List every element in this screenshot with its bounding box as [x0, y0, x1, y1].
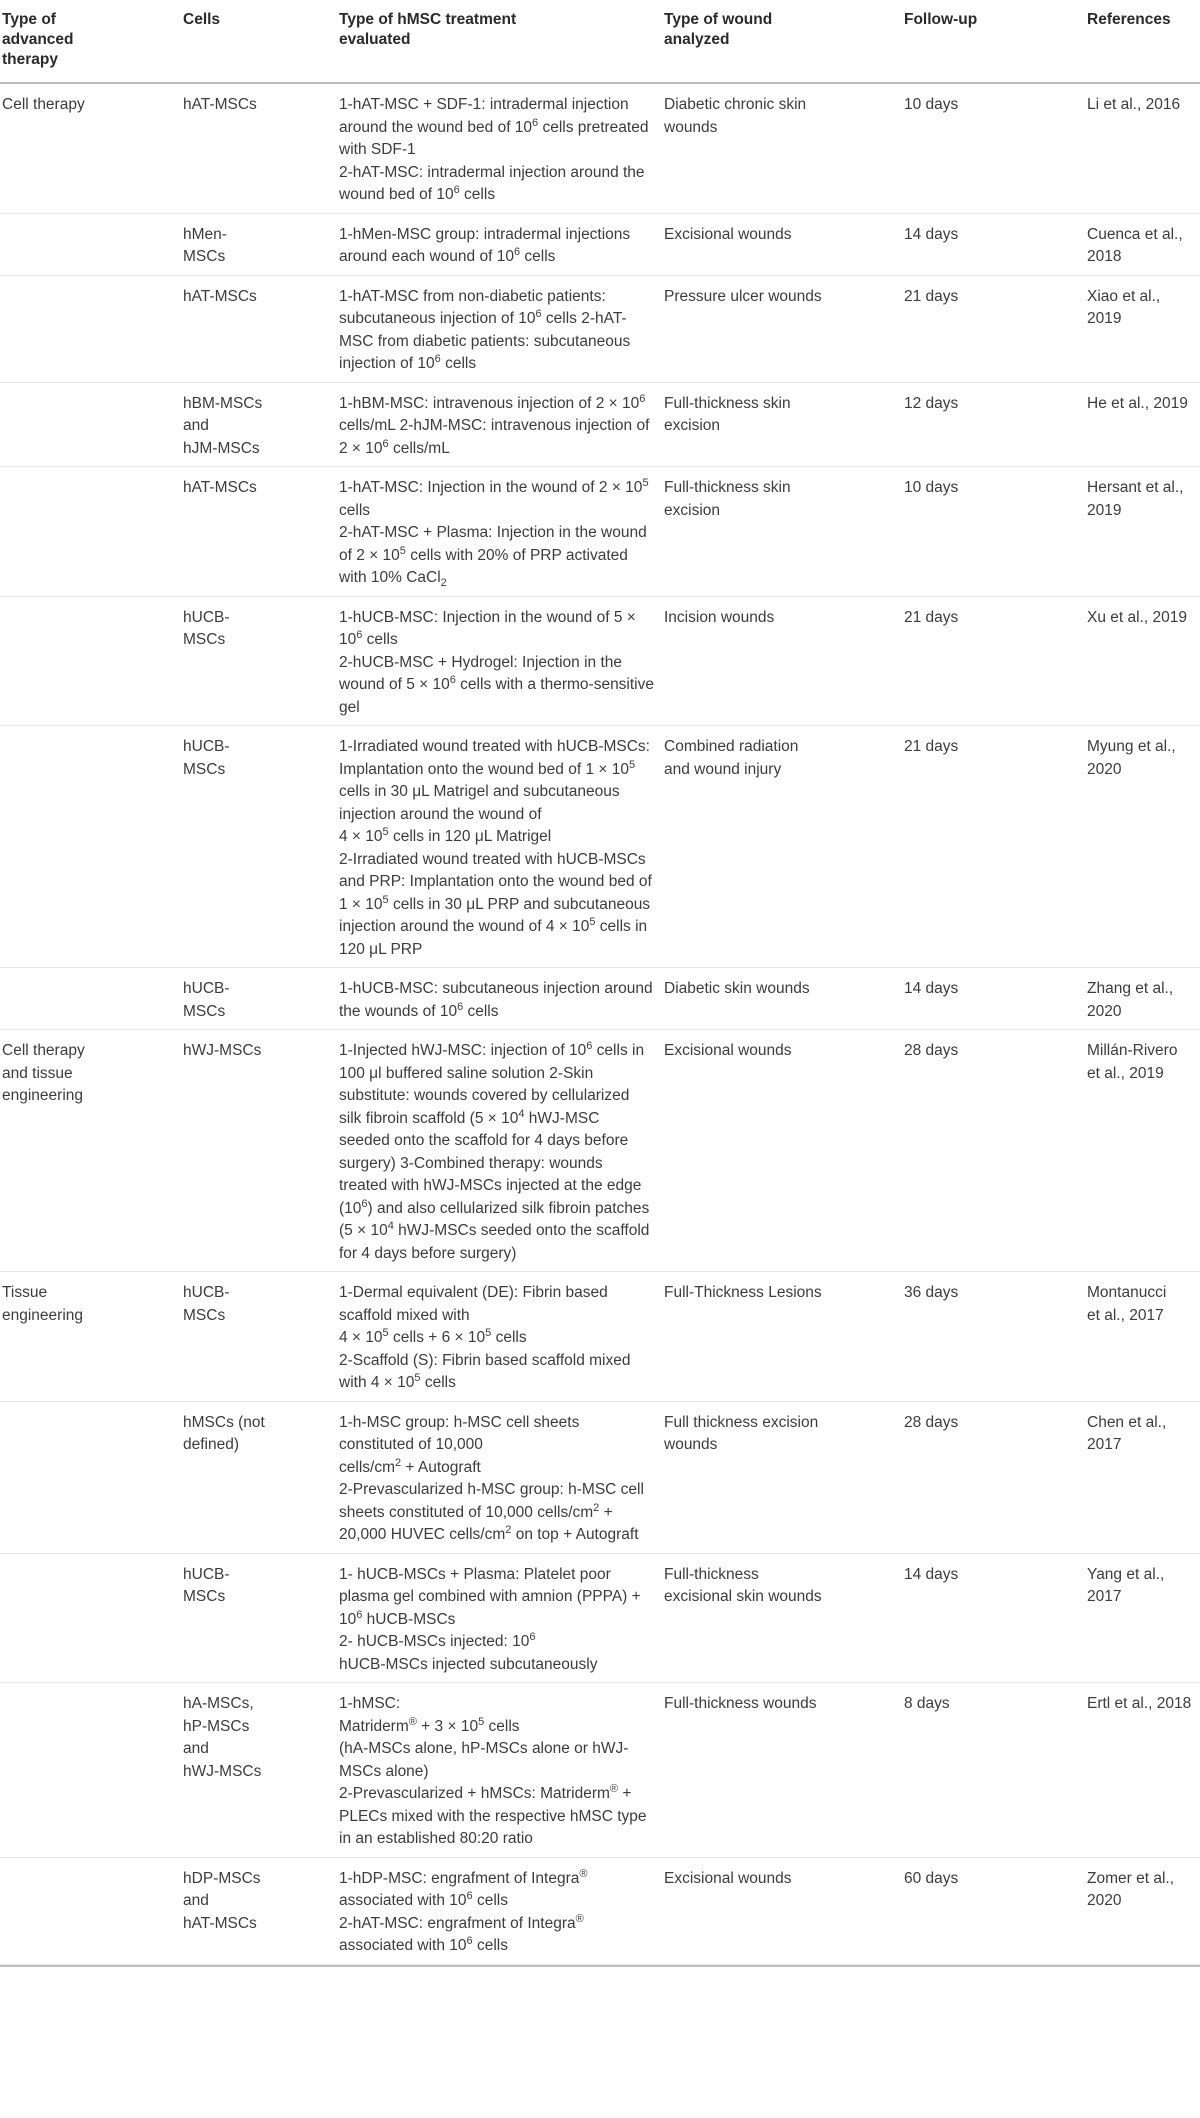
cell-cells: hBM-MSCs and hJM-MSCs — [183, 394, 263, 457]
cell-followup: 14 days — [904, 1565, 959, 1583]
cell-reference: Chen et al., 2017 — [1087, 1413, 1167, 1453]
cell-wound-type: Full-thickness skin excision — [664, 394, 791, 434]
cell-reference: Yang et al., 2017 — [1087, 1565, 1165, 1605]
header-followup: Follow-up — [904, 11, 978, 28]
cell-wound-type: Excisional wounds — [664, 1869, 792, 1887]
cell-wound-type: Combined radiation and wound injury — [664, 738, 799, 778]
cell-therapy-type — [0, 393, 183, 461]
table-row — [0, 84, 1200, 214]
cell-reference: Xu et al., 2019 — [1087, 608, 1187, 626]
cell-therapy-type — [0, 978, 183, 1023]
table-row — [0, 726, 1200, 968]
cell-wound-type: Full-thickness skin excision — [664, 479, 791, 519]
cell-reference: He et al., 2019 — [1087, 394, 1188, 412]
cell-therapy-type — [0, 1868, 183, 1958]
cell-followup: 14 days — [904, 225, 959, 243]
cell-followup: 21 days — [904, 738, 959, 755]
table-row — [0, 1030, 1200, 1272]
table-row — [0, 276, 1200, 383]
cell-followup: 21 days — [904, 287, 959, 305]
cell-therapy-type — [0, 477, 183, 590]
cell-cells: hUCB- MSCs — [183, 608, 230, 648]
cell-wound-type: Excisional wounds — [664, 225, 792, 243]
cell-treatment: 1-hAT-MSC: Injection in the wound of $2 \times 10^5$ cells 2-hAT-MSC + Plasma: Injection in the wound of $2 \times 10^5$ cells with 20% of PRP activated with 10% CaCl$_2$ — [339, 476, 649, 590]
cell-therapy-type — [0, 1693, 183, 1851]
cell-cells: hMSCs (not defined) — [183, 1413, 265, 1453]
cell-followup: 28 days — [904, 1042, 959, 1059]
cell-treatment: 1-hUCB-MSC: Injection in the wound of $5 \times 10^6$ cells 2-hUCB-MSC + Hydrogel: Injection in the wound of $5 \times 10^6$ cells with a thermo-sensitive gel — [339, 608, 654, 716]
cell-wound-type: Diabetic chronic skin wounds — [664, 96, 807, 136]
table-row — [0, 597, 1200, 727]
cell-therapy-type — [0, 736, 183, 961]
cell-treatment: 1-hBM-MSC: intravenous injection of $2 \times 10^6$ cells/mL 2-hJM-MSC: intravenous injection of $2 \times 10^6$ cells/mL — [339, 392, 650, 457]
cell-followup: 36 days — [904, 1284, 959, 1301]
table-row — [0, 1402, 1200, 1554]
cell-wound-type: Full-thickness excisional skin wounds — [664, 1565, 822, 1605]
cell-reference: Hersant et al., 2019 — [1087, 479, 1184, 519]
cell-wound-type: Full-thickness wounds — [664, 1695, 817, 1712]
table-row — [0, 383, 1200, 468]
cell-treatment: 1-Injected hWJ-MSC: injection of $10^6$ cells in 100 μl buffered saline solution 2-Skin substitute: wounds covered by cellularized silk fibroin scaffold ($5 \times 10^4$ hWJ-MSC seeded onto the scaffold for 4 days before surgery) 3-Combined therapy: wounds treated with hWJ-MSCs injected at the edge $(10^6)$ and also cellularized silk fibroin patches ($5 \times 10^4$ hWJ-MSCs seeded onto the scaffold for 4 days before surgery) — [339, 1039, 650, 1262]
header-cells: Cells — [183, 11, 221, 28]
cell-treatment: 1-hAT-MSC + SDF-1: intradermal injection around the wound bed of $10^6$ cells pretreated with SDF-1 2-hAT-MSC: intradermal injection around the wound bed of $10^6$ cells — [339, 96, 649, 203]
cell-cells: hWJ-MSCs — [183, 1042, 262, 1059]
table-bottom-rule — [0, 1965, 1200, 1967]
cell-followup: 12 days — [904, 394, 959, 412]
cell-treatment: 1- hUCB-MSCs + Plasma: Platelet poor plasma gel combined with amnion (PPPA) + $10^6$ hUCB-MSCs 2- hUCB-MSCs injected: $10^6$ hUCB-MSCs injected subcutaneously — [339, 1565, 641, 1673]
cell-cells: hUCB- MSCs — [183, 1284, 230, 1324]
cell-therapy-type — [0, 1564, 183, 1677]
cell-reference: Zomer et al., 2020 — [1087, 1869, 1174, 1909]
cell-wound-type: Full thickness excision wounds — [664, 1413, 819, 1453]
cell-cells: hUCB- MSCs — [183, 1565, 230, 1605]
header-references: References — [1087, 11, 1171, 28]
table-body — [0, 84, 1200, 1965]
cell-therapy-type: Cell therapy and tissue engineering — [2, 1042, 85, 1104]
table-row — [0, 1858, 1200, 1965]
cell-cells: hAT-MSCs — [183, 287, 257, 305]
cell-treatment: 1-Dermal equivalent (DE): Fibrin based scaffold mixed with $4 \times 10^5$ cells + $6 \times 10^5$ cells 2-Scaffold (S): Fibrin based scaffold mixed with $4 \times 10^5$ cells — [339, 1284, 631, 1391]
header-wound: Type of wound analyzed — [664, 11, 773, 48]
cell-cells: hAT-MSCs — [183, 96, 257, 113]
cell-reference: Montanucci et al., 2017 — [1087, 1284, 1167, 1324]
cell-reference: Cuenca et al., 2018 — [1087, 225, 1183, 265]
cell-cells: hUCB- MSCs — [183, 738, 230, 778]
table-header — [0, 0, 1200, 84]
cell-followup: 14 days — [904, 980, 959, 997]
cell-reference: Zhang et al., 2020 — [1087, 980, 1174, 1020]
cell-cells: hUCB- MSCs — [183, 980, 230, 1020]
cell-followup: 28 days — [904, 1413, 959, 1431]
cell-wound-type: Excisional wounds — [664, 1042, 792, 1059]
cell-reference: Myung et al., 2020 — [1087, 738, 1176, 778]
table-row — [0, 1272, 1200, 1402]
table-row — [0, 467, 1200, 597]
cell-cells: hA-MSCs, hP-MSCs and hWJ-MSCs — [183, 1695, 262, 1780]
table-row — [0, 1683, 1200, 1858]
cell-therapy-type — [0, 286, 183, 376]
cell-cells: hMen- MSCs — [183, 225, 227, 265]
cell-wound-type: Incision wounds — [664, 608, 775, 626]
cell-treatment: 1-h-MSC group: h-MSC cell sheets constituted of 10,000 cells/$cm^2$ + Autograft 2-Prevascularized h-MSC group: h-MSC cell sheets constituted of 10,000 cells/$cm^2 + 20,000$ HUVEC cells/$cm^2$ on top + Autograft — [339, 1413, 644, 1543]
cell-reference: Xiao et al., 2019 — [1087, 287, 1161, 327]
cell-followup: 60 days — [904, 1869, 959, 1887]
table-row — [0, 968, 1200, 1030]
cell-reference: Li et al., 2016 — [1087, 96, 1181, 113]
cell-reference: Millán-Rivero et al., 2019 — [1087, 1042, 1178, 1082]
cell-reference: Ertl et al., 2018 — [1087, 1695, 1192, 1712]
cell-cells: hDP-MSCs and hAT-MSCs — [183, 1869, 261, 1932]
cell-therapy-type — [0, 607, 183, 720]
cell-therapy-type — [0, 224, 183, 269]
table-row — [0, 1554, 1200, 1684]
table-row — [0, 214, 1200, 276]
cell-wound-type: Full-Thickness Lesions — [664, 1284, 822, 1301]
cell-therapy-type: Tissue engineering — [2, 1284, 84, 1324]
cell-cells: hAT-MSCs — [183, 479, 257, 496]
cell-treatment: 1-hDP-MSC: engrafment of Integra® associated with $10^6$ cells 2-hAT-MSC: engrafment of Integra® associated with $10^6$ cells — [339, 1867, 588, 1954]
cell-followup: 8 days — [904, 1695, 950, 1712]
cell-treatment: 1-hMen-MSC group: intradermal injections around each wound of $10^6$ cells — [339, 225, 631, 265]
cell-followup: 10 days — [904, 96, 959, 113]
cell-treatment: 1-hAT-MSC from non-diabetic patients: subcutaneous injection of $10^6$ cells 2-hAT-MSC from diabetic patients: subcutaneous injection of $10^6$ cells — [339, 287, 631, 372]
cell-treatment: 1-hUCB-MSC: subcutaneous injection around the wounds of $10^6$ cells — [339, 980, 653, 1020]
cell-wound-type: Diabetic skin wounds — [664, 980, 810, 997]
cell-therapy-type — [0, 1412, 183, 1547]
cell-followup: 10 days — [904, 479, 959, 496]
header-treatment: Type of hMSC treatment evaluated — [339, 11, 517, 48]
cell-treatment: 1-Irradiated wound treated with hUCB-MSCs: Implantation onto the wound bed of $1 \times 10^5$ cells in 30 μL Matrigel and subcutaneous injection around the wound of $4 \times 10^5$ cells in 120 μL Matrigel 2-Irradiated wound treated with hUCB-MSCs and PRP: Implantation onto the wound bed of $1 \times 10^5$ cells in 30 μL PRP and subcutaneous injection around the wound of $4 \times 10^5$ cells in 120 μL PRP — [339, 738, 652, 958]
header-therapy: Type of advanced therapy — [2, 11, 74, 68]
cell-wound-type: Pressure ulcer wounds — [664, 287, 822, 305]
cell-treatment: 1-hMSC: Matriderm® + $3 \times 10^5$ cells (hA-MSCs alone, hP-MSCs alone or hWJ-MSCs alone) 2-Prevascularized + hMSCs: Matriderm® + PLECs mixed with the respective hMSC type in an established 80:20 ratio — [339, 1695, 647, 1847]
cell-therapy-type: Cell therapy — [2, 96, 85, 113]
cell-followup: 21 days — [904, 608, 959, 626]
